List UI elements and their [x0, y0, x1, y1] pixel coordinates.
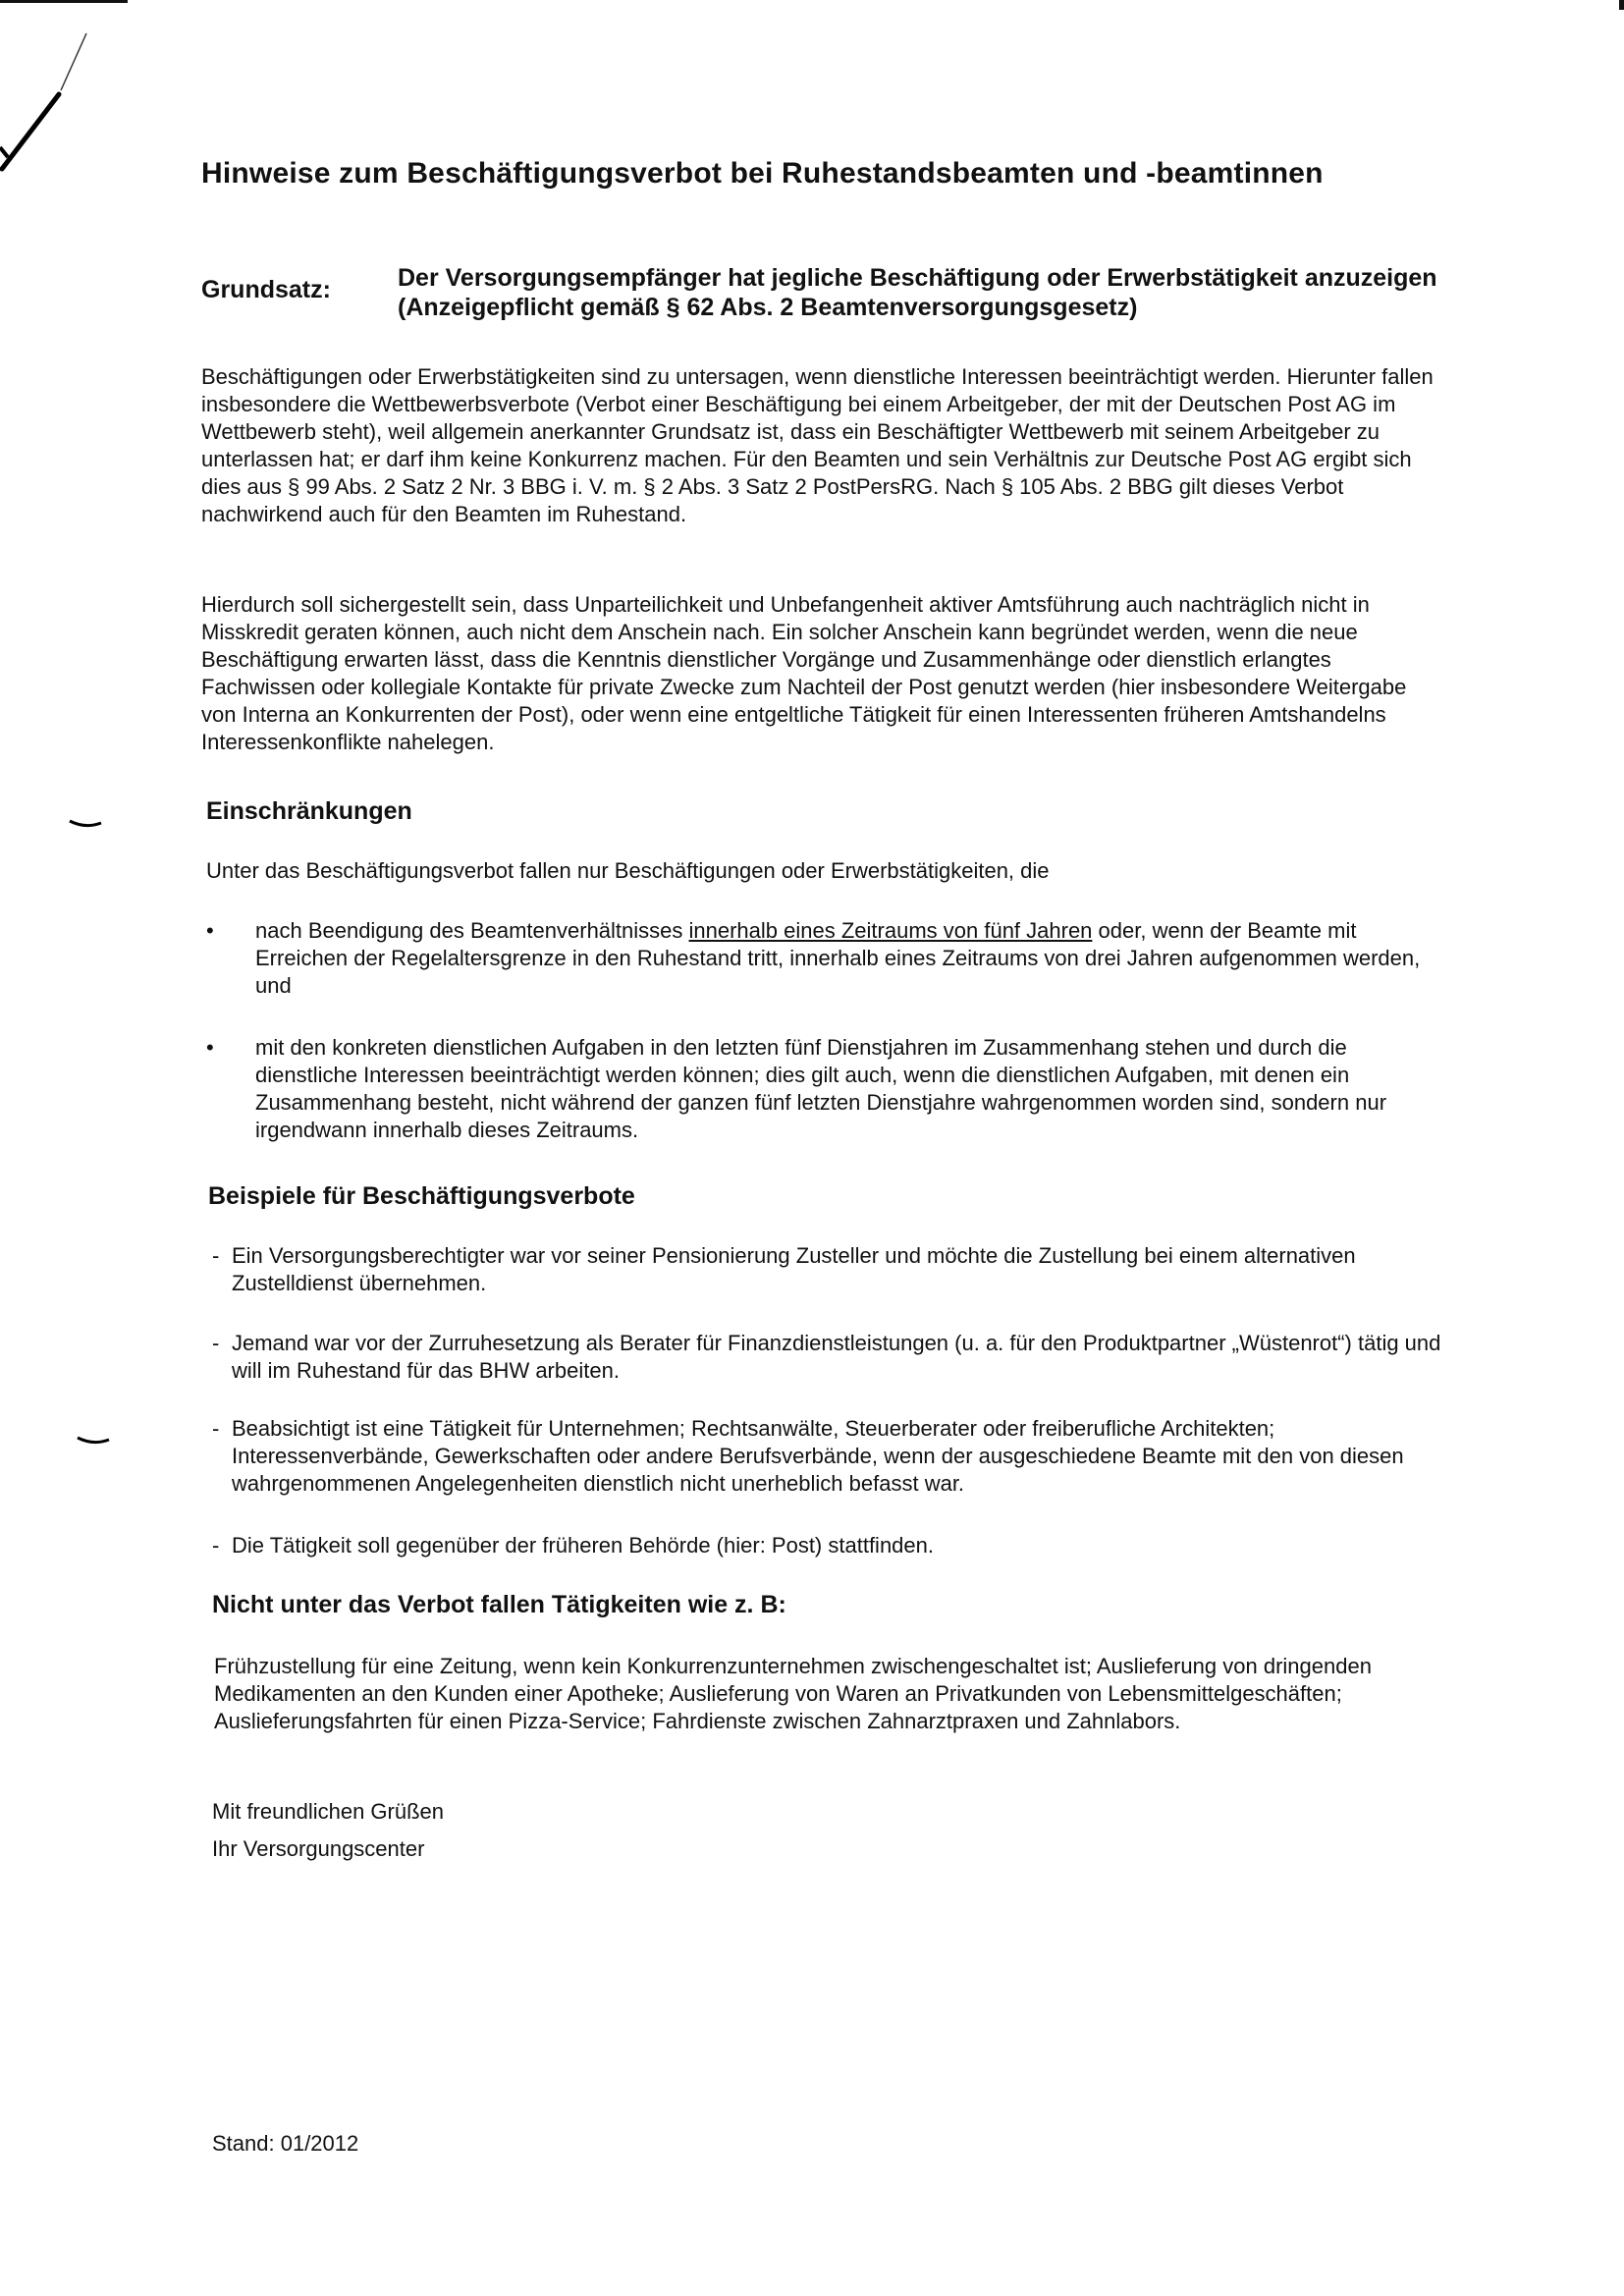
closing-sender: Ihr Versorgungscenter	[212, 1836, 425, 1861]
dash-marker: -	[212, 1243, 220, 1268]
scan-pen-stroke	[0, 0, 137, 177]
list-item-text: Beabsichtigt ist eine Tätigkeit für Unternehmen; Rechtsanwälte, Steuerberater oder freiberufliche Architekten; Interessenverbände, Gewerkschaften oder andere Berufsverbände, wenn der ausgeschiedene Beamte mit den von diesen wahrgenommenen Angelegenheiten dienstlich nicht unerheblich befasst war.	[232, 1416, 1404, 1496]
closing-greeting: Mit freundlichen Grüßen	[212, 1799, 444, 1824]
heading-beispiele: Beispiele für Beschäftigungsverbote	[208, 1182, 635, 1210]
document-title: Hinweise zum Beschäftigungsverbot bei Ruhestandsbeamten und -beamtinnen	[201, 157, 1324, 190]
dash-marker: -	[212, 1331, 220, 1355]
list-item-text: Jemand war vor der Zurruhesetzung als Berater für Finanzdienstleistungen (u. a. für den Produktpartner „Wüstenrot“) tätig und will im Ruhestand für das BHW arbeiten.	[232, 1331, 1441, 1383]
underlined-phrase: innerhalb eines Zeitraums von fünf Jahren	[688, 918, 1093, 943]
bullet-icon: •	[206, 1035, 214, 1060]
list-item-text	[255, 917, 1434, 1000]
scan-edge-dot	[1619, 0, 1624, 10]
dash-marker: -	[212, 1416, 220, 1441]
list-item-text: mit den konkreten dienstlichen Aufgaben in den letzten fünf Dienstjahren im Zusammenhang stehen und durch die dienstliche Interessen beeinträchtigt werden können; dies gilt auch, wenn die dienstlichen Aufgaben, mit denen ein Zusammenhang besteht, nicht während der ganzen fünf letzten Dienstjahre wahrgenommen worden sind, sondern nur irgendwann innerhalb dieses Zeitraums.	[255, 1035, 1387, 1142]
bullet-icon: •	[206, 918, 214, 943]
paragraph-unparteilichkeit: Hierdurch soll sichergestellt sein, dass Unparteilichkeit und Unbefangenheit aktiver Amtsführung auch nachträglich nicht in Misskredit geraten können, auch nicht dem Anschein nach. Ein solcher Anschein kann begründet werden, wenn die neue Beschäftigung erwarten lässt, dass die Kenntnis dienstlicher Vorgänge und Zusammenhänge oder dienstlich erlangtes Fachwissen oder kollegiale Kontakte für private Zwecke zum Nachteil der Post genutzt werden (hier insbesondere Weitergabe von Interna an Konkurrenten der Post), oder wenn eine entgeltliche Tätigkeit für einen Interessenten früheren Amtshandelns Interessenkonflikte nahelegen.	[201, 592, 1407, 754]
grundsatz-text: Der Versorgungsempfänger hat jegliche Beschäftigung oder Erwerbstätigkeit anzuzeigen (Anzeigepflicht gemäß § 62 Abs. 2 Beamtenversorgungsgesetz)	[398, 264, 1437, 321]
list-item-text-part: nach Beendigung des Beamtenverhältnisses	[255, 918, 689, 943]
paragraph-wettbewerbsverbot: Beschäftigungen oder Erwerbstätigkeiten sind zu untersagen, wenn dienstliche Interessen beeinträchtigt werden. Hierunter fallen insbesondere die Wettbewerbsverbote (Verbot einer Beschäftigung bei einem Arbeitgeber, der mit der Deutschen Post AG im Wettbewerb steht), weil allgemein anerkannter Grundsatz ist, dass ein Beschäftigter Wettbewerb mit seinem Arbeitgeber zu unterlassen hat; er darf ihm keine Konkurrenz machen. Für den Beamten und sein Verhältnis zur Deutsche Post AG ergibt sich dies aus § 99 Abs. 2 Satz 2 Nr. 3 BBG i. V. m. § 2 Abs. 3 Satz 2 PostPersRG. Nach § 105 Abs. 2 BBG gilt dieses Verbot nachwirkend auch für den Beamten im Ruhestand.	[201, 364, 1434, 526]
heading-nicht-verbot: Nicht unter das Verbot fallen Tätigkeiten wie z. B:	[212, 1591, 786, 1618]
closing-block	[212, 1793, 444, 1868]
punch-hole-mark	[69, 819, 102, 829]
list-item-text: Ein Versorgungsberechtigter war vor seiner Pensionierung Zusteller und möchte die Zustellung bei einem alternativen Zustelldienst übernehmen.	[232, 1243, 1356, 1295]
grundsatz-label: Grundsatz:	[201, 276, 331, 303]
paragraph-nicht-verbot: Frühzustellung für eine Zeitung, wenn kein Konkurrenzunternehmen zwischengeschaltet ist; Auslieferung von dringenden Medikamenten an den Kunden einer Apotheke; Auslieferung von Waren an Privatkunden von Lebensmittelgeschäften; Auslieferungsfahrten für einen Pizza-Service; Fahrdienste zwischen Zahnarztpraxen und Zahnlabors.	[214, 1654, 1372, 1733]
dash-marker: -	[212, 1533, 220, 1558]
einschraenkungen-intro: Unter das Beschäftigungsverbot fallen nur Beschäftigungen oder Erwerbstätigkeiten, die	[206, 858, 1050, 883]
heading-einschraenkungen: Einschränkungen	[206, 797, 412, 825]
list-item-text: Die Tätigkeit soll gegenüber der früheren Behörde (hier: Post) stattfinden.	[232, 1533, 934, 1558]
punch-hole-mark	[77, 1436, 110, 1446]
list-item-text-part: oder, wenn der Beamte mit Erreichen der Regelaltersgrenze in den Ruhestand tritt, innerhalb eines Zeitraums von drei Jahren aufgenommen werden, und	[255, 918, 1421, 998]
document-date-stand: Stand: 01/2012	[212, 2131, 359, 2156]
